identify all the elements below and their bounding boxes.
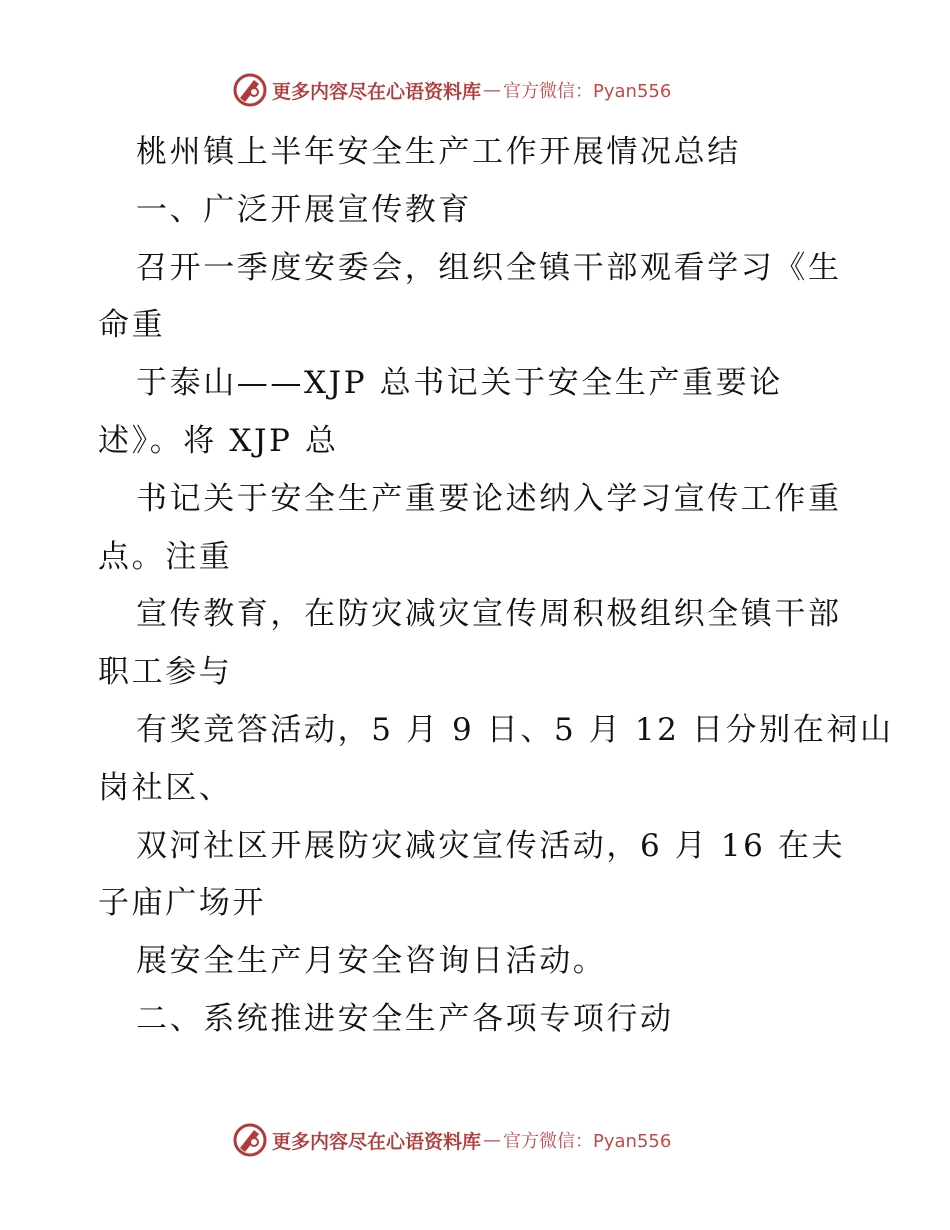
banner-main-text: 更多内容尽在心语资料库 — [272, 1130, 482, 1153]
footer-banner[interactable] — [232, 1120, 671, 1160]
text-line: 述》。将 XJP 总 — [98, 422, 339, 459]
text-line: 二、系统推进安全生产各项专项行动 — [136, 1000, 674, 1037]
text-line: 双河社区开展防灾减灾宣传活动，6 月 16 在夫 — [136, 827, 846, 864]
text-line: 岗社区、 — [98, 769, 233, 806]
text-line: 点。注重 — [98, 538, 233, 575]
text-line: 一、广泛开展宣传教育 — [136, 191, 472, 228]
text-line: 桃州镇上半年安全生产工作开展情况总结 — [136, 134, 741, 170]
text-line: 召开一季度安委会，组织全镇干部观看学习《生 — [136, 249, 842, 286]
logo-icon — [232, 72, 268, 108]
header-banner[interactable] — [232, 70, 671, 110]
document-body — [98, 124, 894, 1049]
logo-icon — [232, 1122, 268, 1158]
text-line: 子庙广场开 — [98, 885, 266, 922]
banner-main-text: 更多内容尽在心语资料库 — [272, 80, 482, 103]
text-line: 有奖竞答活动，5 月 9 日、5 月 12 日分别在祠山 — [136, 711, 894, 748]
text-line: 命重 — [98, 307, 166, 344]
text-line: 职工参与 — [98, 654, 233, 691]
banner-dash: — — [483, 1129, 502, 1151]
text-line: 宣传教育，在防灾减灾宣传周积极组织全镇干部 — [136, 596, 842, 633]
text-line: 展安全生产月安全咨询日活动。 — [136, 943, 607, 980]
text-line: 书记关于安全生产重要论述纳入学习宣传工作重 — [136, 480, 842, 517]
banner-dash: — — [483, 79, 502, 101]
text-line: 于泰山——XJP 总书记关于安全生产重要论 — [136, 365, 783, 402]
banner-wechat-text: 官方微信：Pyan556 — [503, 81, 672, 102]
banner-wechat-text: 官方微信：Pyan556 — [503, 1131, 672, 1152]
